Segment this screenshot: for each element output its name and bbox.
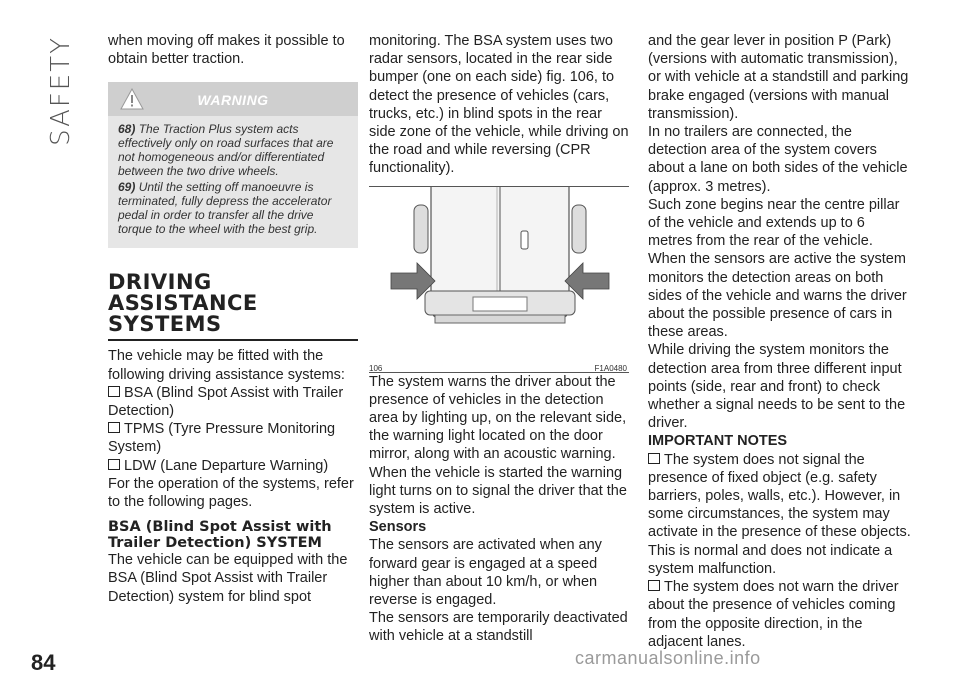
list-item: BSA (Blind Spot Assist with Trailer Detection) xyxy=(108,384,344,420)
paragraph: When the sensors are active the system monitors the detection areas on both sides of the vehicle and warns the driver about the possible presence of cars in these areas. xyxy=(648,251,907,341)
checkbox-bullet-icon xyxy=(108,386,120,397)
systems-after-text: For the operation of the systems, refer to the following pages. xyxy=(108,475,354,511)
warning-item-text: The Traction Plus system acts effectively only on road surfaces that are not homogeneous and/or differentiated between the two drive wheels. xyxy=(118,122,334,179)
warning-box xyxy=(108,82,358,248)
sensors-paragraph-2: The sensors are temporarily deactivated with vehicle at a standstill xyxy=(369,610,628,645)
column-3 xyxy=(648,32,912,651)
checkbox-bullet-icon xyxy=(108,422,120,433)
paragraph: Such zone begins near the centre pillar of the vehicle and extends up to 6 metres from the rear of the vehicle. xyxy=(648,196,900,250)
important-notes-heading: IMPORTANT NOTES xyxy=(648,433,788,450)
checkbox-bullet-icon xyxy=(648,580,660,591)
sensors-heading: Sensors xyxy=(369,519,427,536)
warning-body xyxy=(108,116,358,242)
warning-item xyxy=(118,180,348,236)
warning-item-number: 69) xyxy=(118,180,136,195)
page-number: 84 xyxy=(31,650,56,675)
van-rear-illustration xyxy=(369,187,629,353)
figure-106 xyxy=(369,186,629,373)
section-intro: The vehicle may be fitted with the following driving assistance systems: xyxy=(108,348,345,383)
bsa-subtitle: BSA (Blind Spot Assist with Trailer Detection) SYSTEM xyxy=(108,519,332,552)
section-title: DRIVING ASSISTANCE SYSTEMS xyxy=(108,272,358,341)
paragraph: While driving the system monitors the detection area from three different input points (side, rear and front) to check whether a signal needs to be sent to the driver. xyxy=(648,342,906,432)
checkbox-bullet-icon xyxy=(648,453,660,464)
figure-code: F1A0480 xyxy=(594,363,627,373)
checkbox-bullet-icon xyxy=(108,459,120,470)
paragraph: and the gear lever in position P (Park) (versions with automatic transmission), or with vehicle at a standstill and parking brake engaged (versions with manual transmission). xyxy=(648,33,909,122)
sensors-paragraph-1: The sensors are activated when any forward gear is engaged at a speed higher than about 10 km/h, or when reverse is engaged. xyxy=(369,537,602,609)
warning-paragraph: The system warns the driver about the presence of vehicles in the detection area by lighting up, on the relevant side, the warning light located on the door mirror, along with an acoustic warning. When the vehicle is started the warning light turns on to signal the driver that the system is active. xyxy=(369,373,627,518)
bsa-paragraph: monitoring. The BSA system uses two radar sensors, located in the rear side bumper (one on each side) fig. 106, to detect the presence of vehicles (cars, trucks, etc.) in blind spots in the rear side zone of the vehicle, while driving on the road and while reversing (CPR functionality). xyxy=(369,33,629,177)
intro-text: when moving off makes it possible to obtain better traction. xyxy=(108,33,345,68)
warning-item xyxy=(118,122,348,178)
list-item: TPMS (Tyre Pressure Monitoring System) xyxy=(108,421,336,456)
figure-number: 106 xyxy=(369,363,383,373)
warning-item-text: Until the setting off manoeuvre is terminated, fully depress the accelerator pedal in order to transfer all the drive torque to the wheel with the best grip. xyxy=(118,180,332,237)
warning-header xyxy=(108,82,358,116)
list-item: The system does not warn the driver about the presence of vehicles coming from the opposite direction, in the adjacent lanes. xyxy=(648,579,899,650)
figure-caption xyxy=(369,358,629,373)
warning-title: WARNING xyxy=(197,92,269,109)
list-item: The system does not signal the presence of fixed object (e.g. safety barriers, poles, walls, etc.). However, in some circumstances, the system may activate in the presence of these objects. This is normal and does not indicate a system malfunction. xyxy=(648,451,911,577)
bsa-intro: The vehicle can be equipped with the BSA (Blind Spot Assist with Trailer Detection) system for blind spot xyxy=(108,552,348,605)
column-1 xyxy=(108,32,358,606)
warning-item-number: 68) xyxy=(118,122,136,137)
watermark: carmanualsonline.info xyxy=(575,648,761,668)
chapter-label: SAFETY xyxy=(46,36,76,146)
list-item: LDW (Lane Departure Warning) xyxy=(108,457,358,475)
paragraph: In no trailers are connected, the detection area of the system covers about a lane on both sides of the vehicle (approx. 3 metres). xyxy=(648,124,908,195)
column-2 xyxy=(369,32,631,646)
